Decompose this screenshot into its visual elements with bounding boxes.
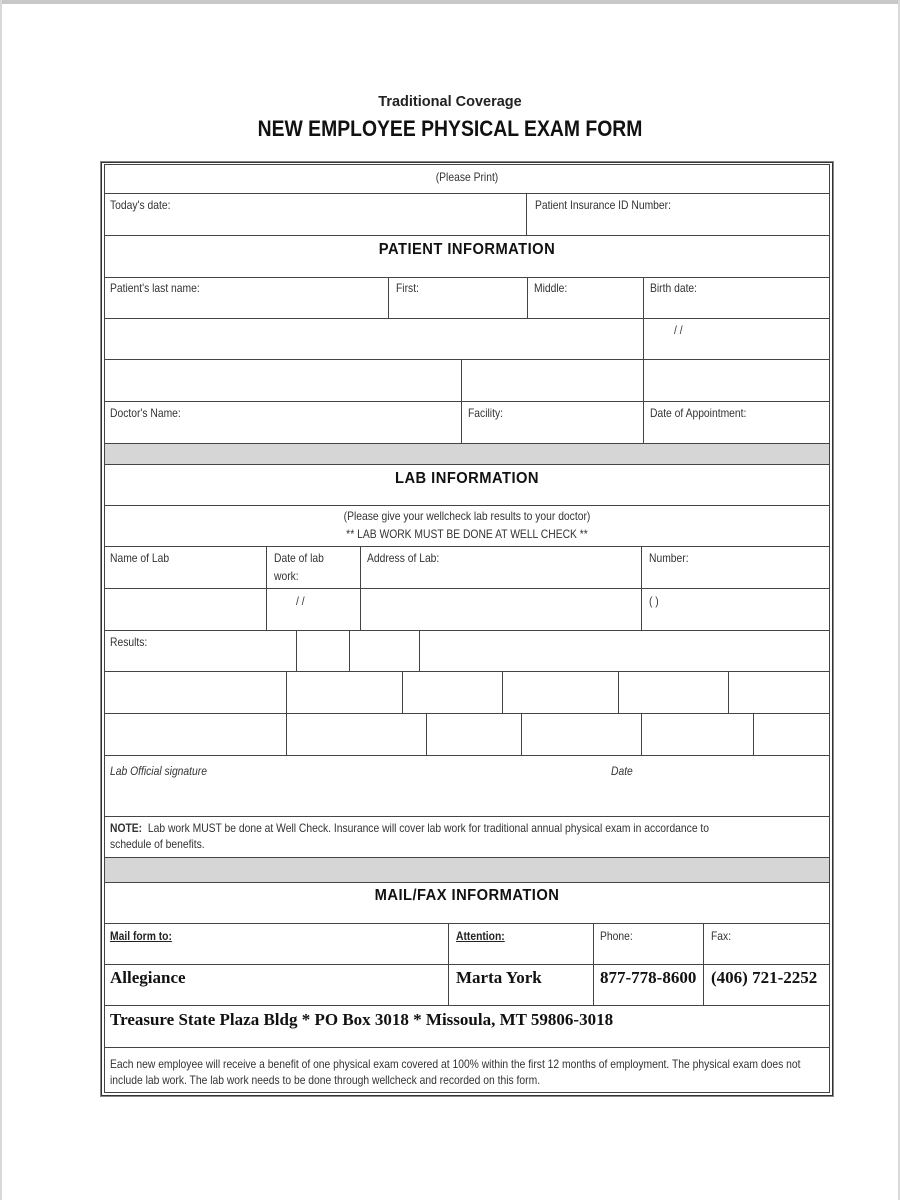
rule <box>104 857 830 858</box>
lab-number-field[interactable]: ( ) <box>649 594 659 608</box>
mail-fax-heading: MAIL/FAX INFORMATION <box>374 887 560 904</box>
rule <box>349 630 350 671</box>
rule <box>104 816 830 817</box>
rule <box>104 164 105 1092</box>
lab-name-label: Name of Lab <box>110 551 170 565</box>
rule <box>286 671 287 755</box>
rule <box>104 755 830 756</box>
doctor-name-label: Doctor's Name: <box>110 406 181 420</box>
lab-address-label: Address of Lab: <box>367 551 440 565</box>
rule <box>104 359 830 360</box>
rule <box>104 882 830 883</box>
birth-date-label: Birth date: <box>650 281 698 295</box>
facility-label: Facility: <box>468 406 503 420</box>
insurance-id-label: Patient Insurance ID Number: <box>535 198 671 212</box>
rule <box>104 318 830 319</box>
rule <box>521 713 522 755</box>
rule <box>104 164 830 165</box>
phone-label: Phone: <box>600 929 633 943</box>
rule <box>266 546 267 630</box>
rule <box>527 277 528 318</box>
results-label: Results: <box>110 635 148 649</box>
separator-band <box>104 858 830 882</box>
rule <box>104 401 830 402</box>
mail-to-value: Allegiance <box>110 968 186 987</box>
rule <box>502 671 503 713</box>
rule <box>461 359 462 443</box>
appointment-date-label: Date of Appointment: <box>650 406 747 420</box>
footer-note: Each new employee will receive a benefit of one physical exam covered at 100% within the first 12 months of employment. The physical exam does not include lab work. The lab work needs to be done through wellcheck and recorded on this form. <box>110 1057 801 1087</box>
rule <box>104 1047 830 1048</box>
lab-number-label: Number: <box>649 551 689 565</box>
please-print-label: (Please Print) <box>435 170 499 184</box>
phone-value: 877-778-8600 <box>600 968 697 987</box>
mailing-address: Treasure State Plaza Bldg * PO Box 3018 * Missoula, MT 59806-3018 <box>110 1010 614 1029</box>
mail-to-label-text: Mail form to: <box>110 929 172 943</box>
rule <box>641 546 642 630</box>
note-text: Lab work MUST be done at Well Check. Insurance will cover lab work for traditional annual physical exam in accordance to schedule of benefits. <box>110 821 710 851</box>
page-left-edge <box>0 0 2 1200</box>
first-name-label: First: <box>396 281 419 295</box>
attention-label-text: Attention: <box>456 929 505 943</box>
rule <box>104 713 830 714</box>
rule <box>618 671 619 713</box>
lab-instruction: (Please give your wellcheck lab results to your doctor) <box>343 509 591 523</box>
rule <box>703 923 704 1005</box>
rule <box>104 443 830 444</box>
lab-note <box>110 820 721 852</box>
lab-information-heading: LAB INFORMATION <box>394 470 539 487</box>
fax-value: (406) 721-2252 <box>711 968 818 987</box>
lab-date-field[interactable]: / / <box>296 594 305 608</box>
rule <box>753 713 754 755</box>
lab-warning: ** LAB WORK MUST BE DONE AT WELL CHECK ** <box>346 527 588 541</box>
rule <box>104 671 830 672</box>
rule <box>448 923 449 1005</box>
lab-date-label-cont: work: <box>274 569 299 583</box>
rule <box>104 1005 830 1006</box>
rule <box>296 630 297 671</box>
rule <box>593 923 594 1005</box>
middle-name-label: Middle: <box>534 281 568 295</box>
birth-date-field[interactable]: / / <box>674 323 683 337</box>
rule <box>641 713 642 755</box>
lab-date-label: Date of lab <box>274 551 324 565</box>
separator-band <box>104 444 830 464</box>
patient-information-heading: PATIENT INFORMATION <box>378 241 556 258</box>
lab-signature-label: Lab Official signature <box>110 764 207 778</box>
page-top-edge <box>0 0 900 4</box>
rule <box>643 277 644 443</box>
rule <box>104 546 830 547</box>
rule <box>104 193 830 194</box>
attention-label <box>456 929 505 943</box>
rule <box>104 964 830 965</box>
rule <box>104 923 830 924</box>
rule <box>388 277 389 318</box>
rule <box>104 588 830 589</box>
rule <box>104 277 830 278</box>
todays-date-label: Today's date: <box>110 198 171 212</box>
form-title: NEW EMPLOYEE PHYSICAL EXAM FORM <box>257 116 643 141</box>
rule <box>426 713 427 755</box>
rule <box>829 164 830 1092</box>
exam-form <box>101 162 833 1096</box>
rule <box>104 1092 830 1093</box>
attention-value: Marta York <box>456 968 542 987</box>
signature-date-label: Date <box>611 764 633 778</box>
rule <box>104 630 830 631</box>
mail-to-label <box>110 929 172 943</box>
rule <box>360 546 361 630</box>
fax-label: Fax: <box>711 929 732 943</box>
rule <box>728 671 729 713</box>
rule <box>526 193 527 235</box>
form-subtitle: Traditional Coverage <box>378 94 522 110</box>
last-name-label: Patient's last name: <box>110 281 200 295</box>
rule <box>104 464 830 465</box>
rule <box>104 505 830 506</box>
note-prefix: NOTE: <box>110 821 143 835</box>
rule <box>419 630 420 671</box>
rule <box>402 671 403 713</box>
rule <box>104 235 830 236</box>
